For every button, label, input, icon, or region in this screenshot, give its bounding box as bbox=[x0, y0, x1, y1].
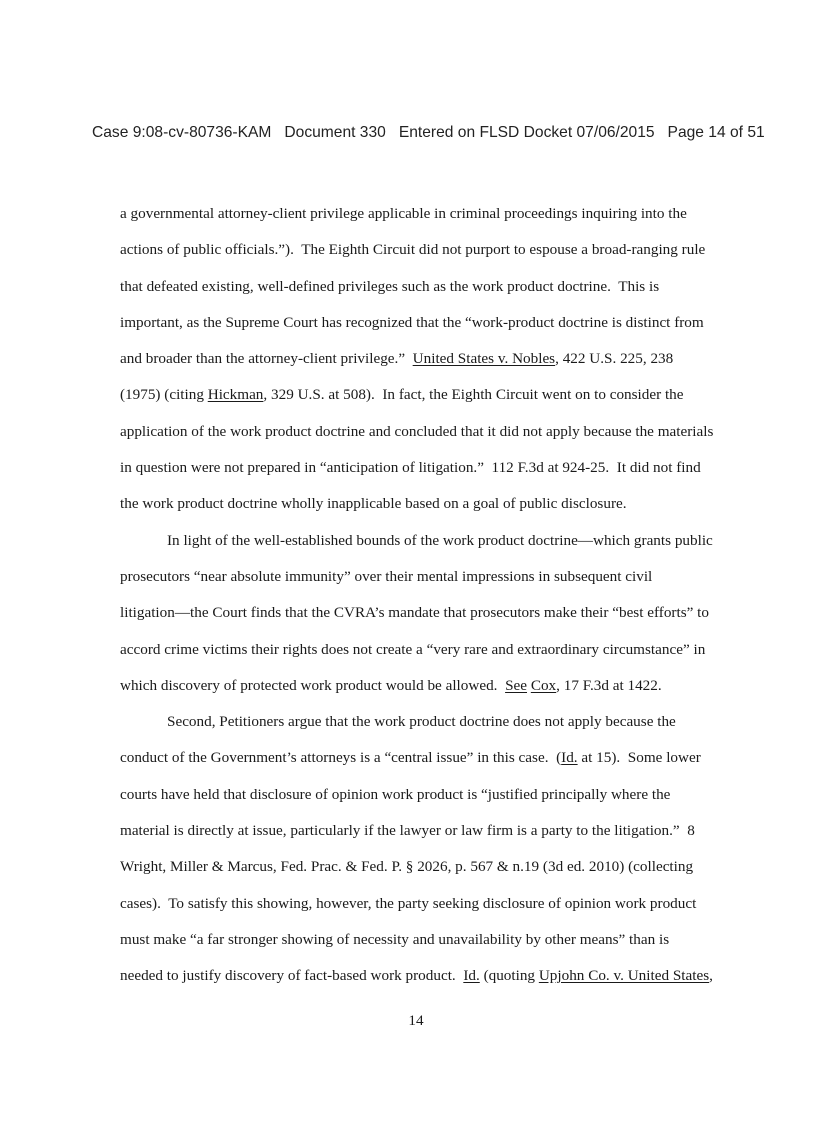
body-text-segment: (quoting bbox=[479, 967, 539, 985]
body-text-segment: which discovery of protected work product would be allowed. bbox=[120, 676, 506, 694]
citation-text: Id. bbox=[463, 967, 480, 985]
document-header: Case 9:08-cv-80736-KAM Document 330 Entered on FLSD Docket 07/06/2015 Page 14 of 51 bbox=[92, 124, 765, 141]
body-text-segment: prosecutors “near absolute immunity” over their mental impressions in subsequent civil bbox=[120, 567, 653, 585]
body-text-segment: , 17 F.3d at 1422. bbox=[556, 676, 662, 694]
body-text-segment: application of the work product doctrine and concluded that it did not apply because the materials bbox=[120, 422, 714, 440]
body-text-segment: Wright, Miller & Marcus, Fed. Prac. & Fed. P. § 2026, p. 567 & n.19 (3d ed. 2010) (collecting bbox=[120, 858, 694, 876]
citation-text: Hickman bbox=[207, 386, 264, 404]
body-line bbox=[120, 632, 750, 668]
citation-text: See bbox=[505, 676, 528, 694]
body-text-segment: that defeated existing, well-defined privileges such as the work product doctrine. This is bbox=[120, 277, 660, 295]
body-line bbox=[120, 813, 750, 849]
body-line bbox=[120, 849, 750, 885]
body-line bbox=[120, 196, 750, 232]
body-line bbox=[120, 704, 750, 740]
body-line bbox=[120, 341, 750, 377]
body-text-segment: Second, Petitioners argue that the work product doctrine does not apply because the bbox=[167, 713, 676, 731]
body-line bbox=[120, 232, 750, 268]
body-line bbox=[120, 740, 750, 776]
body-line bbox=[120, 523, 750, 559]
body-line bbox=[120, 450, 750, 486]
body-text-segment: in question were not prepared in “anticipation of litigation.” 112 F.3d at 924-25. It did not find bbox=[120, 459, 701, 477]
body-line bbox=[120, 777, 750, 813]
body-line bbox=[120, 414, 750, 450]
citation-text: United States v. Nobles bbox=[412, 350, 556, 368]
page-number: 14 bbox=[408, 1012, 424, 1029]
body-text-segment: cases). To satisfy this showing, however, the party seeking disclosure of opinion work product bbox=[120, 894, 697, 912]
body-line bbox=[120, 668, 750, 704]
body-text-segment: actions of public officials.”). The Eighth Circuit did not purport to espouse a broad-ranging rule bbox=[120, 241, 706, 259]
body-line bbox=[120, 886, 750, 922]
body-line bbox=[120, 377, 750, 413]
body-text-segment: In light of the well-established bounds of the work product doctrine—which grants public bbox=[167, 531, 713, 549]
body-text-segment: , 422 U.S. 225, 238 bbox=[555, 350, 674, 368]
body-text-segment: and broader than the attorney-client privilege.” bbox=[120, 350, 413, 368]
citation-text: Id. bbox=[561, 749, 578, 767]
document-body bbox=[120, 196, 750, 995]
body-text-segment: a governmental attorney-client privilege applicable in criminal proceedings inquiring into the bbox=[120, 205, 687, 222]
body-line bbox=[120, 305, 750, 341]
body-text-segment: at 15). Some lower bbox=[577, 749, 701, 767]
body-text-segment: litigation—the Court finds that the CVRA’s mandate that prosecutors make their “best efforts” to bbox=[120, 604, 709, 622]
citation-text: Cox bbox=[530, 676, 557, 694]
body-text-segment: , bbox=[709, 967, 713, 985]
body-text-segment: accord crime victims their rights does not create a “very rare and extraordinary circumstance” in bbox=[120, 640, 706, 658]
body-line bbox=[120, 269, 750, 305]
body-text-segment: must make “a far stronger showing of necessity and unavailability by other means” than is bbox=[120, 930, 670, 948]
body-line bbox=[120, 958, 750, 994]
body-text-segment: (1975) (citing bbox=[120, 386, 208, 404]
body-line bbox=[120, 595, 750, 631]
body-text-segment: needed to justify discovery of fact-based work product. bbox=[120, 967, 464, 985]
body-line bbox=[120, 486, 750, 522]
body-line bbox=[120, 559, 750, 595]
body-text-segment: material is directly at issue, particularly if the lawyer or law firm is a party to the litigation.” 8 bbox=[120, 822, 695, 840]
body-text-segment: the work product doctrine wholly inapplicable based on a goal of public disclosure. bbox=[120, 495, 627, 513]
body-text-segment: conduct of the Government’s attorneys is a “central issue” in this case. ( bbox=[120, 749, 562, 767]
citation-text: Upjohn Co. v. United States bbox=[538, 967, 710, 985]
body-text-segment: , 329 U.S. at 508). In fact, the Eighth Circuit went on to consider the bbox=[263, 386, 684, 404]
body-text-segment: courts have held that disclosure of opinion work product is “justified principally where the bbox=[120, 785, 671, 803]
body-line bbox=[120, 922, 750, 958]
body-text-segment: important, as the Supreme Court has recognized that the “work-product doctrine is distinct from bbox=[120, 313, 704, 331]
